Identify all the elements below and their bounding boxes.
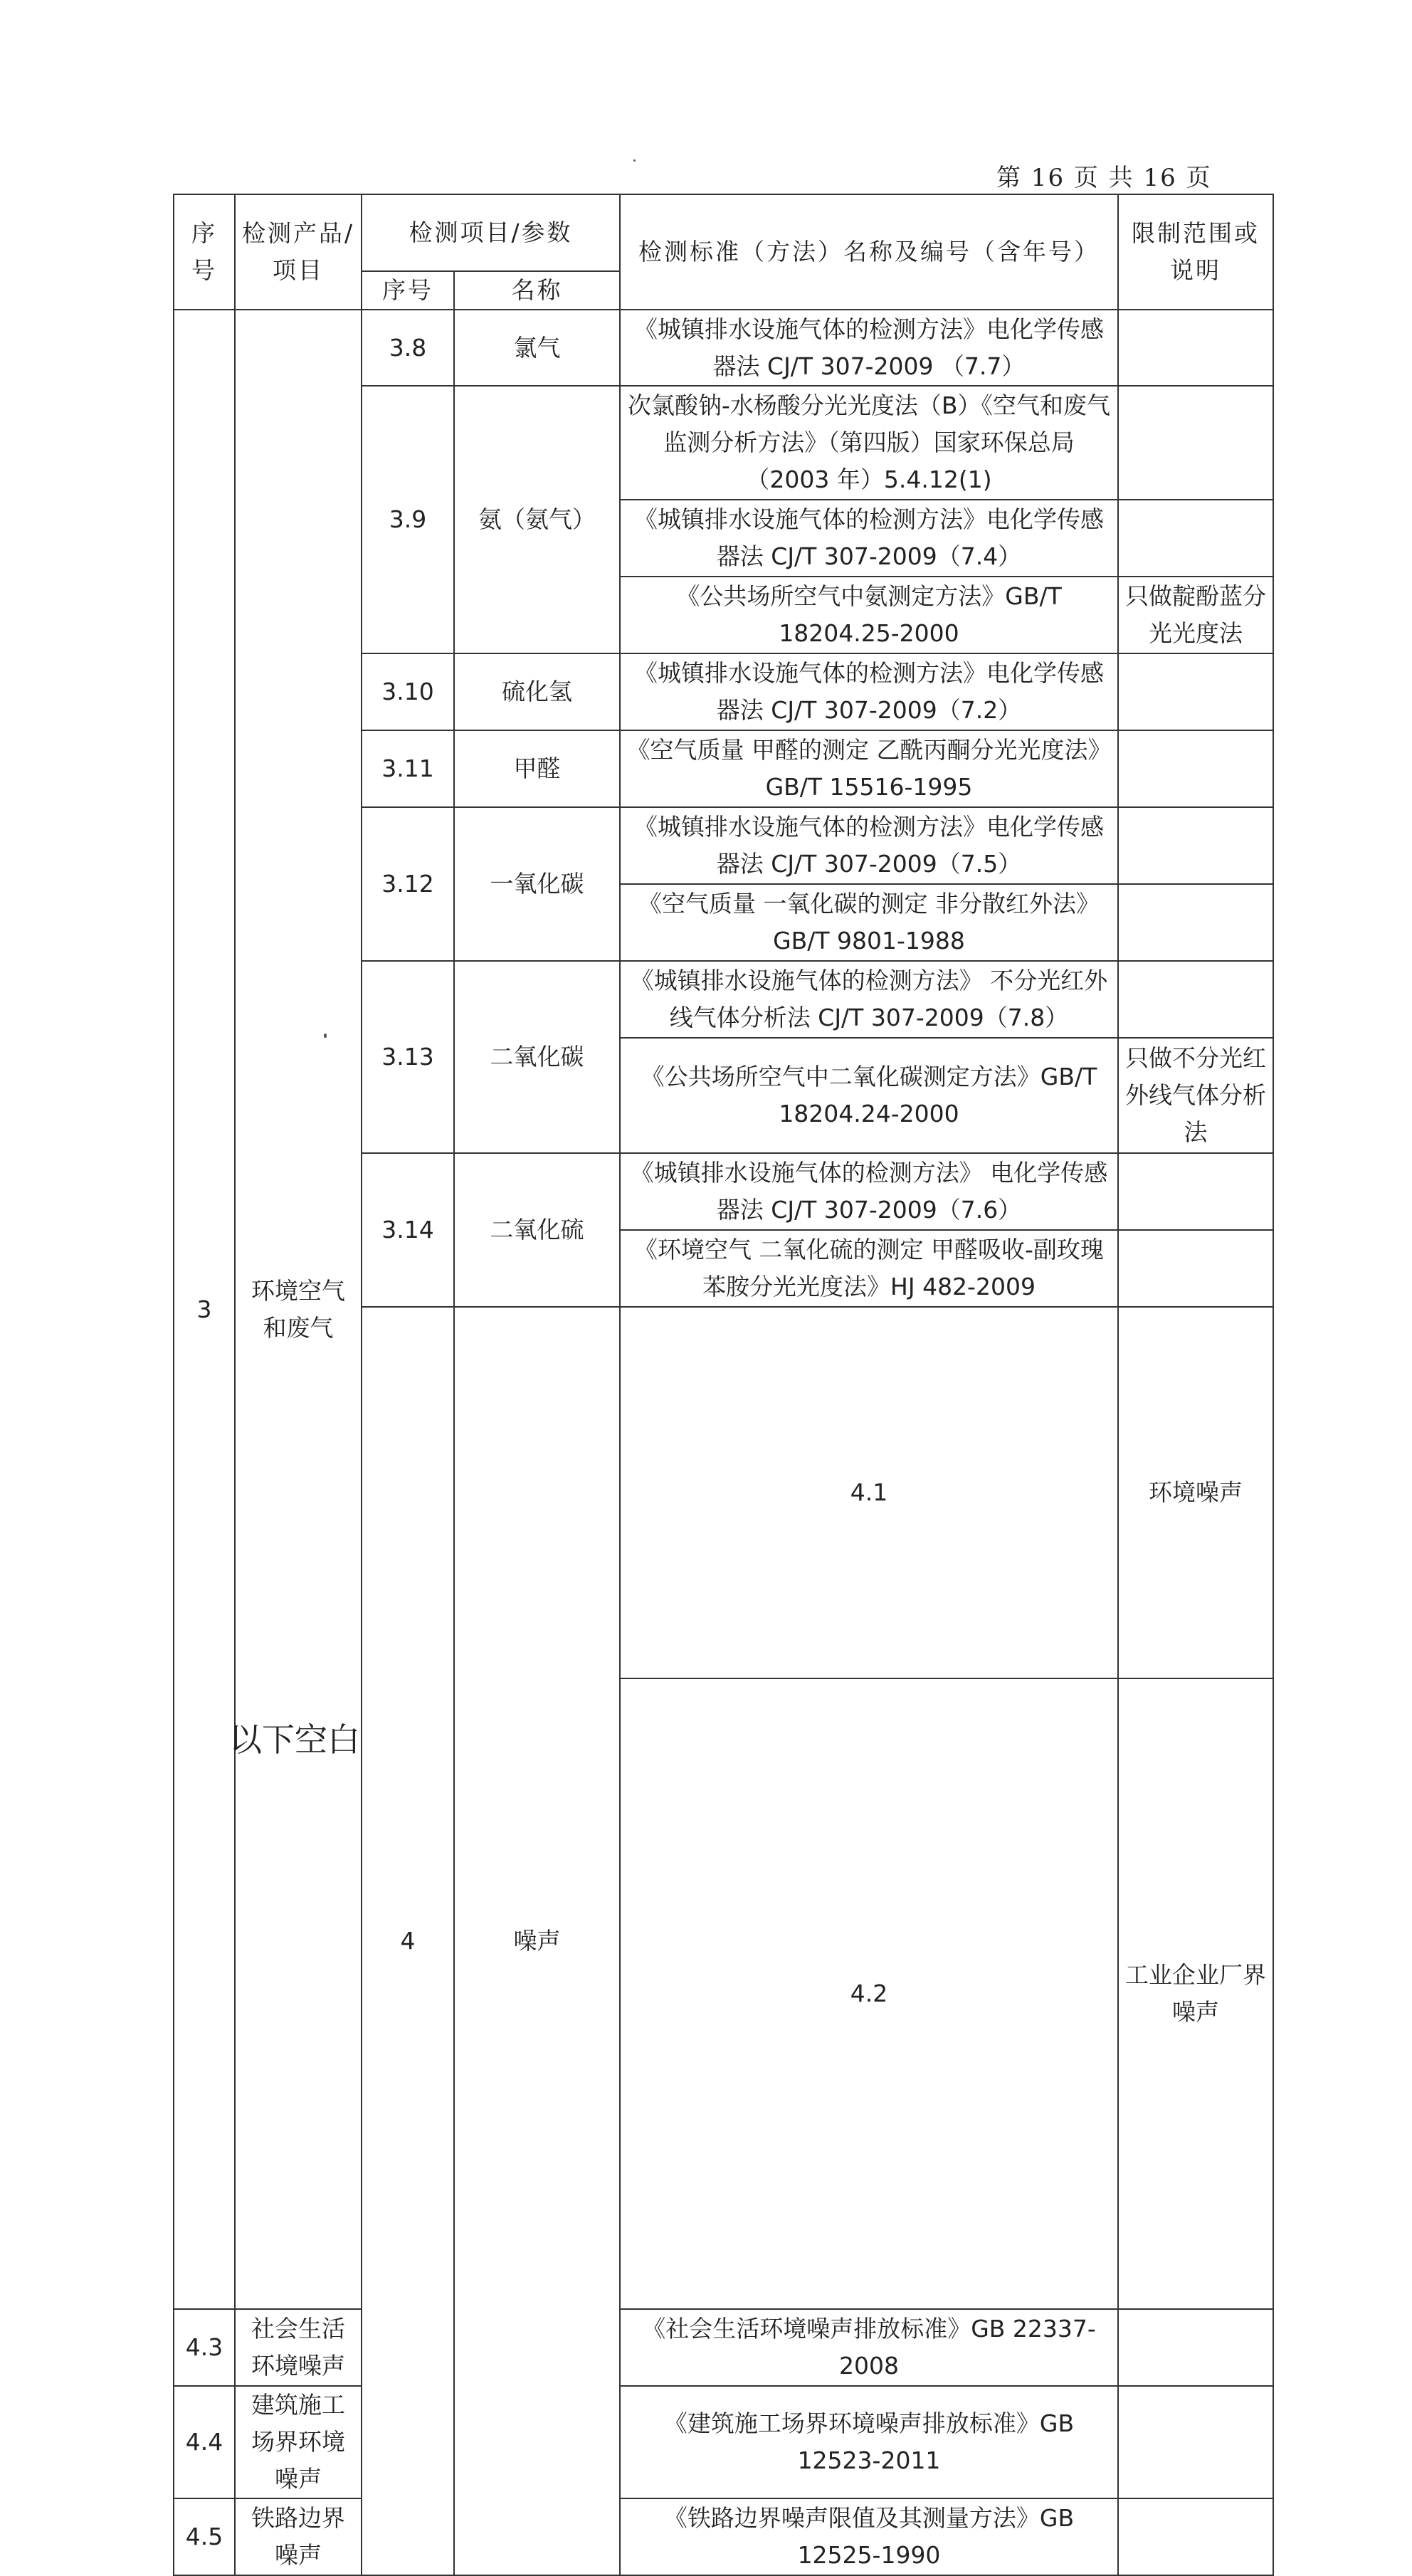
scan-speck [324, 1034, 327, 1038]
item-name: 环境噪声 [1118, 1307, 1273, 1678]
header-remark: 限制范围或说明 [1118, 194, 1273, 310]
table-row [174, 310, 1273, 386]
group-product: 噪声 [454, 1307, 620, 2575]
ending-note: 以下空白 [229, 1720, 360, 1759]
standard-cell: 《空气质量 甲醛的测定 乙酰丙酮分光光度法》GB/T 15516-1995 [620, 730, 1118, 807]
standard-cell: 《城镇排水设施气体的检测方法》电化学传感器法 CJ/T 307-2009（7.2） [620, 653, 1118, 730]
item-no: 3.13 [362, 961, 454, 1153]
item-name: 工业企业厂界噪声 [1118, 1678, 1273, 2309]
scan-speck [633, 159, 636, 162]
standard-cell: 《公共场所空气中氨测定方法》GB/T 18204.25-2000 [620, 577, 1118, 653]
standard-cell: 《铁路边界噪声限值及其测量方法》GB 12525-1990 [620, 2498, 1118, 2575]
standard-cell: 《城镇排水设施气体的检测方法》 电化学传感器法 CJ/T 307-2009（7.6） [620, 1153, 1118, 1230]
remark-cell [1118, 2386, 1273, 2498]
header-item-group: 检测项目/参数 [362, 194, 620, 271]
remark-cell: 只做靛酚蓝分光光度法 [1118, 577, 1273, 653]
scope-table [173, 194, 1274, 2576]
header-item-seq: 序号 [362, 271, 454, 310]
standard-cell: 《城镇排水设施气体的检测方法》 不分光红外线气体分析法 CJ/T 307-2009（7.8） [620, 961, 1118, 1038]
item-name: 社会生活环境噪声 [235, 2309, 362, 2386]
item-name: 一氧化碳 [454, 807, 620, 961]
item-no: 4.5 [174, 2498, 235, 2575]
item-name: 二氧化碳 [454, 961, 620, 1153]
item-no: 4.1 [620, 1307, 1118, 1678]
item-no: 3.14 [362, 1153, 454, 1307]
item-no: 3.8 [362, 310, 454, 386]
standard-cell: 《城镇排水设施气体的检测方法》电化学传感器法 CJ/T 307-2009 （7.7） [620, 310, 1118, 386]
remark-cell [1118, 730, 1273, 807]
standard-cell: 《建筑施工场界环境噪声排放标准》GB 12523-2011 [620, 2386, 1118, 2498]
remark-cell [1118, 961, 1273, 1038]
remark-cell [1118, 653, 1273, 730]
remark-cell [1118, 500, 1273, 577]
standard-cell: 《城镇排水设施气体的检测方法》电化学传感器法 CJ/T 307-2009（7.5） [620, 807, 1118, 884]
table-row [174, 2309, 1273, 2386]
item-no: 4.3 [174, 2309, 235, 2386]
remark-cell [1118, 1230, 1273, 1307]
item-name: 二氧化硫 [454, 1153, 620, 1307]
item-no: 4.2 [620, 1678, 1118, 2309]
standard-cell: 《城镇排水设施气体的检测方法》电化学传感器法 CJ/T 307-2009（7.4） [620, 500, 1118, 577]
group-seq: 3 [174, 310, 235, 2309]
header-item-name: 名称 [454, 271, 620, 310]
item-name: 硫化氢 [454, 653, 620, 730]
header-standard: 检测标准（方法）名称及编号（含年号） [620, 194, 1118, 310]
item-name: 氯气 [454, 310, 620, 386]
table-row [174, 2498, 1273, 2575]
remark-cell [1118, 386, 1273, 500]
item-name: 氨（氨气） [454, 386, 620, 653]
remark-cell: 只做不分光红外线气体分析法 [1118, 1038, 1273, 1153]
remark-cell [1118, 807, 1273, 884]
item-no: 3.9 [362, 386, 454, 653]
page-number: 第 16 页 共 16 页 [996, 164, 1212, 192]
standard-cell: 《社会生活环境噪声排放标准》GB 22337-2008 [620, 2309, 1118, 2386]
item-no: 3.10 [362, 653, 454, 730]
group-seq: 4 [362, 1307, 454, 2575]
item-name: 建筑施工场界环境噪声 [235, 2386, 362, 2498]
remark-cell [1118, 884, 1273, 961]
remark-cell [1118, 1153, 1273, 1230]
standard-cell: 次氯酸钠-水杨酸分光光度法（B）《空气和废气监测分析方法》（第四版）国家环保总局（2003 年）5.4.12(1) [620, 386, 1118, 500]
item-name: 甲醛 [454, 730, 620, 807]
group-product: 环境空气和废气 [235, 310, 362, 2309]
header-product: 检测产品/项目 [235, 194, 362, 310]
standard-cell: 《环境空气 二氧化硫的测定 甲醛吸收-副玫瑰苯胺分光光度法》HJ 482-2009 [620, 1230, 1118, 1307]
standard-cell: 《公共场所空气中二氧化碳测定方法》GB/T 18204.24-2000 [620, 1038, 1118, 1153]
item-no: 3.12 [362, 807, 454, 961]
remark-cell [1118, 2498, 1273, 2575]
standard-cell: 《空气质量 一氧化碳的测定 非分散红外法》GB/T 9801-1988 [620, 884, 1118, 961]
remark-cell [1118, 2309, 1273, 2386]
table-row [174, 2386, 1273, 2498]
item-no: 4.4 [174, 2386, 235, 2498]
header-seq: 序号 [174, 194, 235, 310]
item-no: 3.11 [362, 730, 454, 807]
item-name: 铁路边界噪声 [235, 2498, 362, 2575]
remark-cell [1118, 310, 1273, 386]
